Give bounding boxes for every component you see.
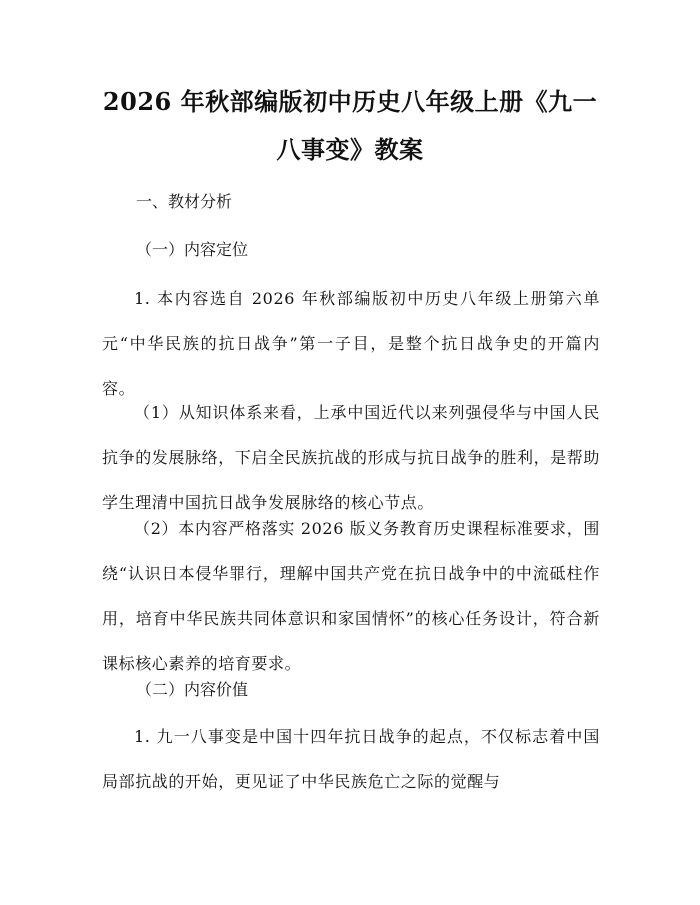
document-title: [100, 78, 600, 174]
subsection-heading-content-positioning: （一）内容定位: [136, 240, 249, 259]
title-line-2: 八事变》教案: [276, 135, 424, 164]
paragraph-value: 1. 九一八事变是中国十四年抗日战争的起点，不仅标志着中国局部抗战的开始，更见证了中华民族危亡之际的觉醒与: [102, 727, 600, 791]
paragraph-source: 1. 本内容选自 2026 年秋部编版初中历史八年级上册第六单元“中华民族的抗日战争”第一子目，是整个抗日战争史的开篇内容。: [102, 289, 600, 398]
subsection-heading-content-value: （二）内容价值: [136, 680, 249, 699]
title-line-1: 2026 年秋部编版初中历史八年级上册《九一: [102, 87, 598, 116]
section-heading-textbook-analysis: 一、教材分析: [136, 192, 233, 211]
paragraph-knowledge-system: （1）从知识体系来看，上承中国近代以来列强侵华与中国人民抗争的发展脉络，下启全民族抗战的形成与抗日战争的胜利，是帮助学生理清中国抗日战争发展脉络的核心节点。: [102, 403, 601, 512]
paragraph-curriculum-standard: （2）本内容严格落实 2026 版义务教育历史课程标准要求，围绕“认识日本侵华罪行，理解中国共产党在抗日战争中的中流砥柱作用，培育中华民族共同体意识和家国情怀”的核心任务设计，符合新课标核心素养的培育要求。: [102, 519, 600, 673]
